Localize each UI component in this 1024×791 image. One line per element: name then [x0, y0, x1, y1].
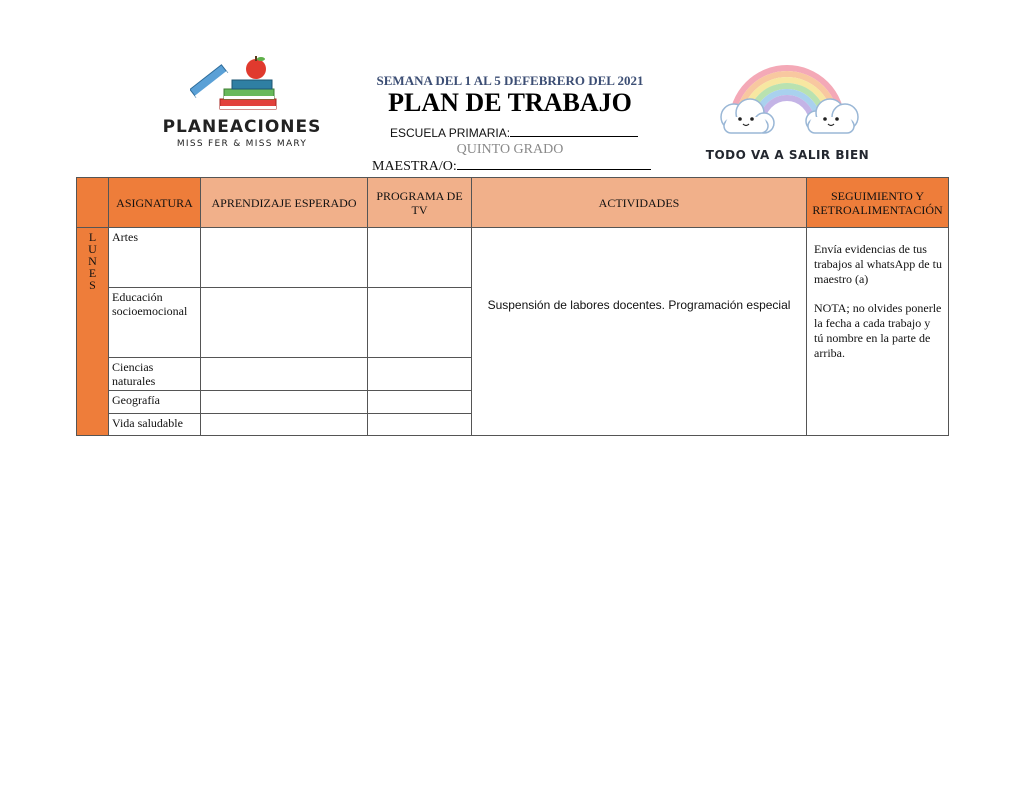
teacher-label: MAESTRA/O:	[372, 159, 457, 174]
corner-cell	[77, 178, 109, 228]
seguimiento-text-1: Envía evidencias de tus trabajos al whatsApp de tu maestro (a)	[814, 242, 942, 286]
header-seguimiento: SEGUIMIENTO Y RETROALIMENTACIÓN	[807, 178, 949, 228]
aprendizaje-cell	[201, 358, 368, 391]
week-heading: SEMANA DEL 1 AL 5 DEFEBRERO DEL 2021	[376, 73, 644, 88]
logo-subtitle: MISS FER & MISS MARY	[176, 139, 308, 149]
programa-cell	[368, 414, 472, 436]
header-programa: PROGRAMA DE TV	[368, 178, 472, 228]
aprendizaje-cell	[201, 391, 368, 414]
grade-label: QUINTO GRADO	[456, 142, 564, 157]
subject-cell: Educación socioemocional	[109, 288, 201, 358]
rainbow-clouds-icon	[712, 55, 862, 150]
page-title: PLAN DE TRABAJO	[388, 88, 632, 117]
school-label: ESCUELA PRIMARIA:	[390, 126, 511, 140]
subject-cell: Ciencias naturales	[109, 358, 201, 391]
school-field	[390, 125, 638, 140]
day-label	[77, 228, 109, 436]
header-aprendizaje: APRENDIZAJE ESPERADO	[201, 178, 368, 228]
aprendizaje-cell	[201, 288, 368, 358]
programa-cell	[368, 228, 472, 288]
seguimiento-text-2: NOTA; no olvides ponerle la fecha a cada trabajo y tú nombre en la parte de arriba.	[814, 301, 942, 360]
subject-cell: Artes	[109, 228, 201, 288]
aprendizaje-cell	[201, 414, 368, 436]
aprendizaje-cell	[201, 228, 368, 288]
day-text: LUNES	[88, 230, 97, 292]
subject-cell: Geografía	[109, 391, 201, 414]
table-header-row	[77, 178, 949, 228]
actividades-cell	[472, 228, 807, 436]
books-apple-icon	[190, 55, 285, 115]
rainbow-caption: TODO VA A SALIR BIEN	[705, 148, 870, 162]
logo-title: PLANEACIONES	[162, 117, 322, 137]
seguimiento-cell	[807, 228, 949, 436]
table-row	[77, 228, 949, 288]
programa-cell	[368, 288, 472, 358]
actividades-text: Suspensión de labores docentes. Programación especial	[487, 298, 791, 312]
work-plan-table	[76, 177, 949, 436]
programa-cell	[368, 358, 472, 391]
header-actividades: ACTIVIDADES	[472, 178, 807, 228]
teacher-field	[372, 158, 651, 175]
programa-cell	[368, 391, 472, 414]
subject-cell: Vida saludable	[109, 414, 201, 436]
header-asignatura: ASIGNATURA	[109, 178, 201, 228]
